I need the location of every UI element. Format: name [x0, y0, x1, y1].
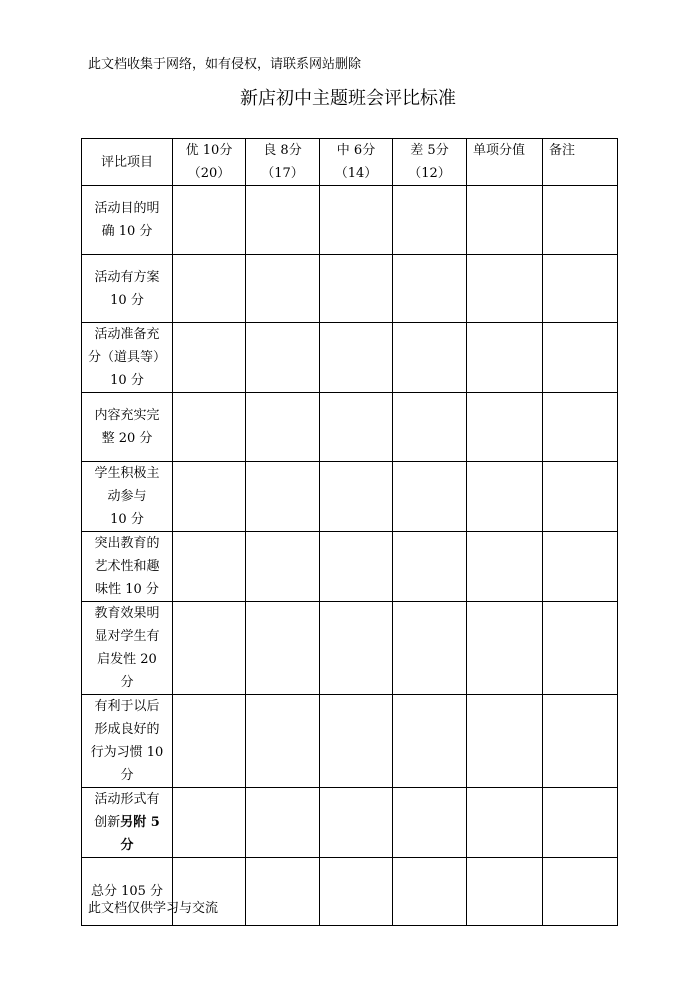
score-cell	[467, 255, 543, 323]
table-row	[82, 532, 618, 602]
header-grade-poor: 差 5分 （12）	[393, 139, 467, 186]
score-cell	[320, 393, 393, 462]
score-cell	[393, 602, 467, 695]
score-cell	[393, 323, 467, 393]
table-row	[82, 788, 618, 858]
score-cell	[173, 255, 246, 323]
header-grade-excellent: 优 10分 （20）	[173, 139, 246, 186]
score-cell	[246, 788, 320, 858]
score-cell	[246, 255, 320, 323]
score-cell	[393, 255, 467, 323]
remark-cell	[543, 393, 618, 462]
score-cell	[467, 186, 543, 255]
header-remark: 备注	[543, 139, 618, 186]
table-row	[82, 186, 618, 255]
score-cell	[173, 462, 246, 532]
score-cell	[246, 393, 320, 462]
remark-cell	[543, 323, 618, 393]
score-cell	[467, 858, 543, 926]
score-cell	[320, 788, 393, 858]
remark-cell	[543, 858, 618, 926]
score-cell	[246, 602, 320, 695]
score-cell	[173, 602, 246, 695]
score-cell	[246, 532, 320, 602]
score-cell	[393, 393, 467, 462]
score-cell	[467, 695, 543, 788]
score-cell	[467, 788, 543, 858]
score-cell	[467, 462, 543, 532]
remark-cell	[543, 532, 618, 602]
score-cell	[393, 788, 467, 858]
row-item-label: 突出教育的 艺术性和趣 味性 10 分	[82, 532, 173, 602]
score-cell	[173, 532, 246, 602]
total-label: 总分 105 分	[82, 858, 173, 926]
score-cell	[173, 695, 246, 788]
score-cell	[320, 532, 393, 602]
score-cell	[246, 186, 320, 255]
row-item-label: 教育效果明 显对学生有 启发性 20 分	[82, 602, 173, 695]
row-item-label: 活动有方案 10 分	[82, 255, 173, 323]
table-row	[82, 462, 618, 532]
header-row	[82, 139, 618, 186]
score-cell	[393, 532, 467, 602]
table-row	[82, 393, 618, 462]
score-cell	[467, 323, 543, 393]
header-score: 单项分值	[467, 139, 543, 186]
score-cell	[320, 858, 393, 926]
score-cell	[320, 323, 393, 393]
score-cell	[246, 323, 320, 393]
row-item-label: 有利于以后 形成良好的 行为习惯 10 分	[82, 695, 173, 788]
remark-cell	[543, 788, 618, 858]
remark-cell	[543, 255, 618, 323]
table-row	[82, 695, 618, 788]
score-cell	[393, 695, 467, 788]
score-cell	[246, 462, 320, 532]
score-cell	[393, 186, 467, 255]
score-cell	[467, 393, 543, 462]
score-cell	[320, 255, 393, 323]
evaluation-table	[81, 138, 618, 926]
score-cell	[393, 858, 467, 926]
score-cell	[467, 532, 543, 602]
table-row	[82, 323, 618, 393]
score-cell	[320, 186, 393, 255]
score-cell	[173, 323, 246, 393]
row-item-label: 活动形式有 创新另附 5 分	[82, 788, 173, 858]
row-item-label: 学生积极主 动参与 10 分	[82, 462, 173, 532]
row-item-label: 活动准备充 分（道具等） 10 分	[82, 323, 173, 393]
score-cell	[320, 462, 393, 532]
score-cell	[173, 186, 246, 255]
score-cell	[467, 602, 543, 695]
document-title: 新店初中主题班会评比标准	[240, 88, 456, 109]
header-item: 评比项目	[82, 139, 173, 186]
score-cell	[320, 695, 393, 788]
row-item-label: 活动目的明 确 10 分	[82, 186, 173, 255]
remark-cell	[543, 602, 618, 695]
score-cell	[246, 695, 320, 788]
table-row	[82, 255, 618, 323]
score-cell	[173, 393, 246, 462]
copyright-notice: 此文档收集于网络，如有侵权，请联系网站删除	[88, 57, 362, 72]
remark-cell	[543, 695, 618, 788]
table-row	[82, 602, 618, 695]
score-cell	[393, 462, 467, 532]
remark-cell	[543, 186, 618, 255]
score-cell	[246, 858, 320, 926]
score-cell	[173, 788, 246, 858]
header-grade-good: 良 8分 （17）	[246, 139, 320, 186]
header-grade-average: 中 6分 （14）	[320, 139, 393, 186]
score-cell	[320, 602, 393, 695]
remark-cell	[543, 462, 618, 532]
row-item-label: 内容充实完 整 20 分	[82, 393, 173, 462]
footer-notice: 此文档仅供学习与交流	[88, 901, 219, 916]
